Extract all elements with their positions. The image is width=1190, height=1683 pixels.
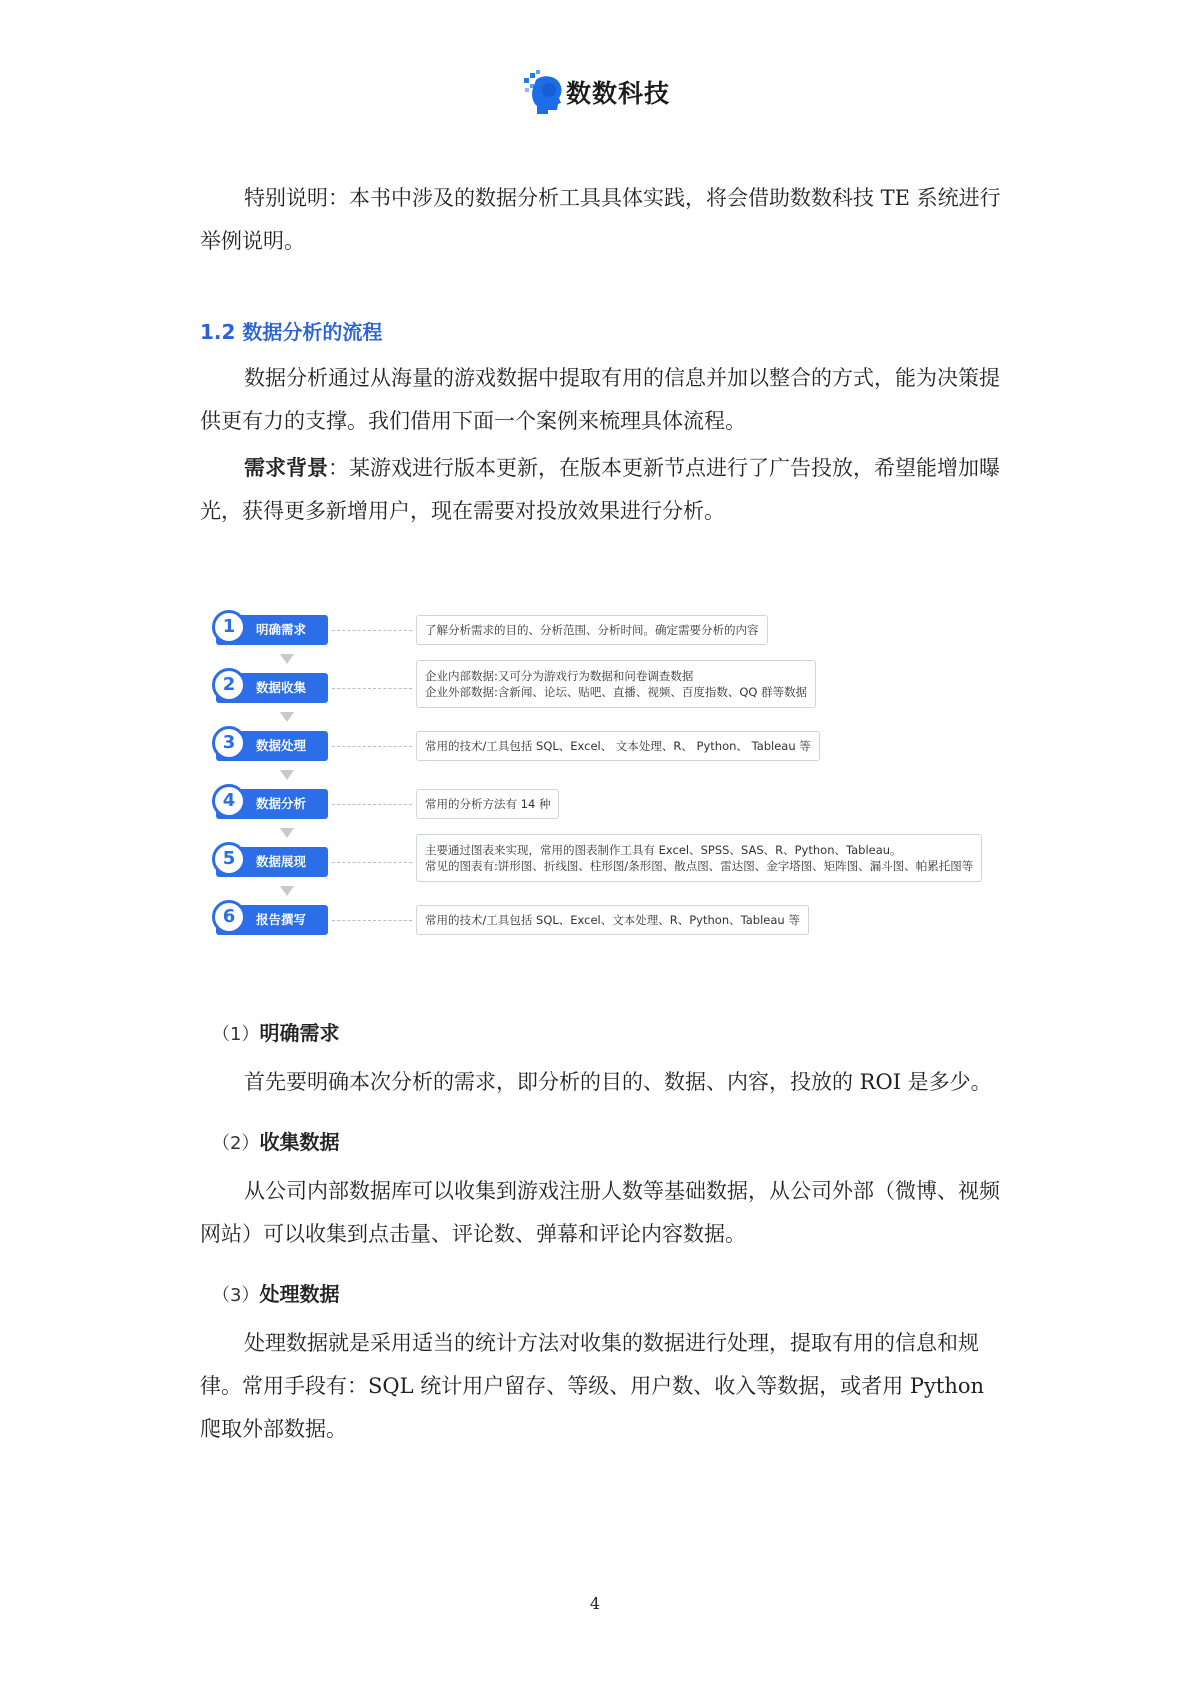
flow-step-number: 3 bbox=[212, 726, 246, 760]
connector-line bbox=[332, 688, 412, 689]
flow-step-number: 4 bbox=[212, 784, 246, 818]
flow-step-label: 数据处理 bbox=[216, 731, 328, 761]
item-heading-1: （1）明确需求 bbox=[212, 1021, 340, 1045]
flow-step-label: 数据收集 bbox=[216, 673, 328, 703]
logo-text: 数数科技 bbox=[566, 79, 671, 108]
section-title: 1.2 数据分析的流程 bbox=[200, 320, 383, 344]
flow-step-number: 1 bbox=[212, 610, 246, 644]
analysis-flow-diagram bbox=[216, 612, 1056, 952]
flow-step-description: 常用的分析方法有 14 种 bbox=[416, 789, 559, 819]
flow-step-description: 企业内部数据:又可分为游戏行为数据和问卷调查数据 企业外部数据:含新闻、论坛、贴吧、直播、视频、百度指数、QQ 群等数据 bbox=[416, 660, 816, 708]
connector-line bbox=[332, 746, 412, 747]
background-label: 需求背景 bbox=[244, 456, 328, 480]
flow-step-description: 常用的技术/工具包括 SQL、Excel、文本处理、R、Python、Tableau 等 bbox=[416, 905, 809, 935]
flow-step-4 bbox=[216, 786, 1056, 820]
flow-step-number: 5 bbox=[212, 842, 246, 876]
intro-note: 特别说明：本书中涉及的数据分析工具具体实践，将会借助数数科技 TE 系统进行举例说明。 bbox=[200, 186, 1001, 253]
flow-step-label: 明确需求 bbox=[216, 615, 328, 645]
background-paragraph bbox=[200, 447, 1010, 533]
section-paragraph: 数据分析通过从海量的游戏数据中提取有用的信息并加以整合的方式，能为决策提供更有力的支撑。我们借用下面一个案例来梳理具体流程。 bbox=[200, 366, 1000, 433]
down-arrow-icon bbox=[280, 770, 294, 780]
flow-step-3 bbox=[216, 728, 1056, 762]
background-text: ：某游戏进行版本更新，在版本更新节点进行了广告投放，希望能增加曝光，获得更多新增用户，现在需要对投放效果进行分析。 bbox=[200, 456, 1000, 523]
item-heading-2: （2）收集数据 bbox=[212, 1130, 340, 1154]
flow-step-1 bbox=[216, 612, 1056, 646]
flow-step-description: 主要通过图表来实现，常用的图表制作工具有 Excel、SPSS、SAS、R、Python、Tableau。 常见的图表有:饼形图、折线图、柱形图/条形图、散点图、雷达图、金字塔图、矩阵图、漏斗图、帕累托图等 bbox=[416, 834, 982, 882]
flow-step-description: 了解分析需求的目的、分析范围、分析时间。确定需要分析的内容 bbox=[416, 615, 768, 645]
brand-logo bbox=[522, 70, 670, 114]
connector-line bbox=[332, 862, 412, 863]
connector-line bbox=[332, 630, 412, 631]
item-text-1: 首先要明确本次分析的需求，即分析的目的、数据、内容，投放的 ROI 是多少。 bbox=[244, 1070, 992, 1094]
flow-step-number: 6 bbox=[212, 900, 246, 934]
connector-line bbox=[332, 804, 412, 805]
item-text-3: 处理数据就是采用适当的统计方法对收集的数据进行处理，提取有用的信息和规律。常用手段有：SQL 统计用户留存、等级、用户数、收入等数据，或者用 Python 爬取外部数据。 bbox=[200, 1331, 985, 1441]
item-heading-3: （3）处理数据 bbox=[212, 1282, 340, 1306]
connector-line bbox=[332, 920, 412, 921]
down-arrow-icon bbox=[280, 828, 294, 838]
flow-step-label: 数据分析 bbox=[216, 789, 328, 819]
brain-head-icon bbox=[522, 70, 564, 114]
flow-step-label: 数据展现 bbox=[216, 847, 328, 877]
flow-step-number: 2 bbox=[212, 668, 246, 702]
page-number: 4 bbox=[589, 1594, 601, 1613]
down-arrow-icon bbox=[280, 712, 294, 722]
down-arrow-icon bbox=[280, 886, 294, 896]
item-text-2: 从公司内部数据库可以收集到游戏注册人数等基础数据，从公司外部（微博、视频网站）可以收集到点击量、评论数、弹幕和评论内容数据。 bbox=[200, 1179, 1000, 1246]
flow-step-6 bbox=[216, 902, 1056, 936]
down-arrow-icon bbox=[280, 654, 294, 664]
flow-step-description: 常用的技术/工具包括 SQL、Excel、 文本处理、R、 Python、 Tableau 等 bbox=[416, 731, 820, 761]
flow-step-5 bbox=[216, 844, 1056, 878]
flow-step-label: 报告撰写 bbox=[216, 905, 328, 935]
flow-step-2 bbox=[216, 670, 1056, 704]
